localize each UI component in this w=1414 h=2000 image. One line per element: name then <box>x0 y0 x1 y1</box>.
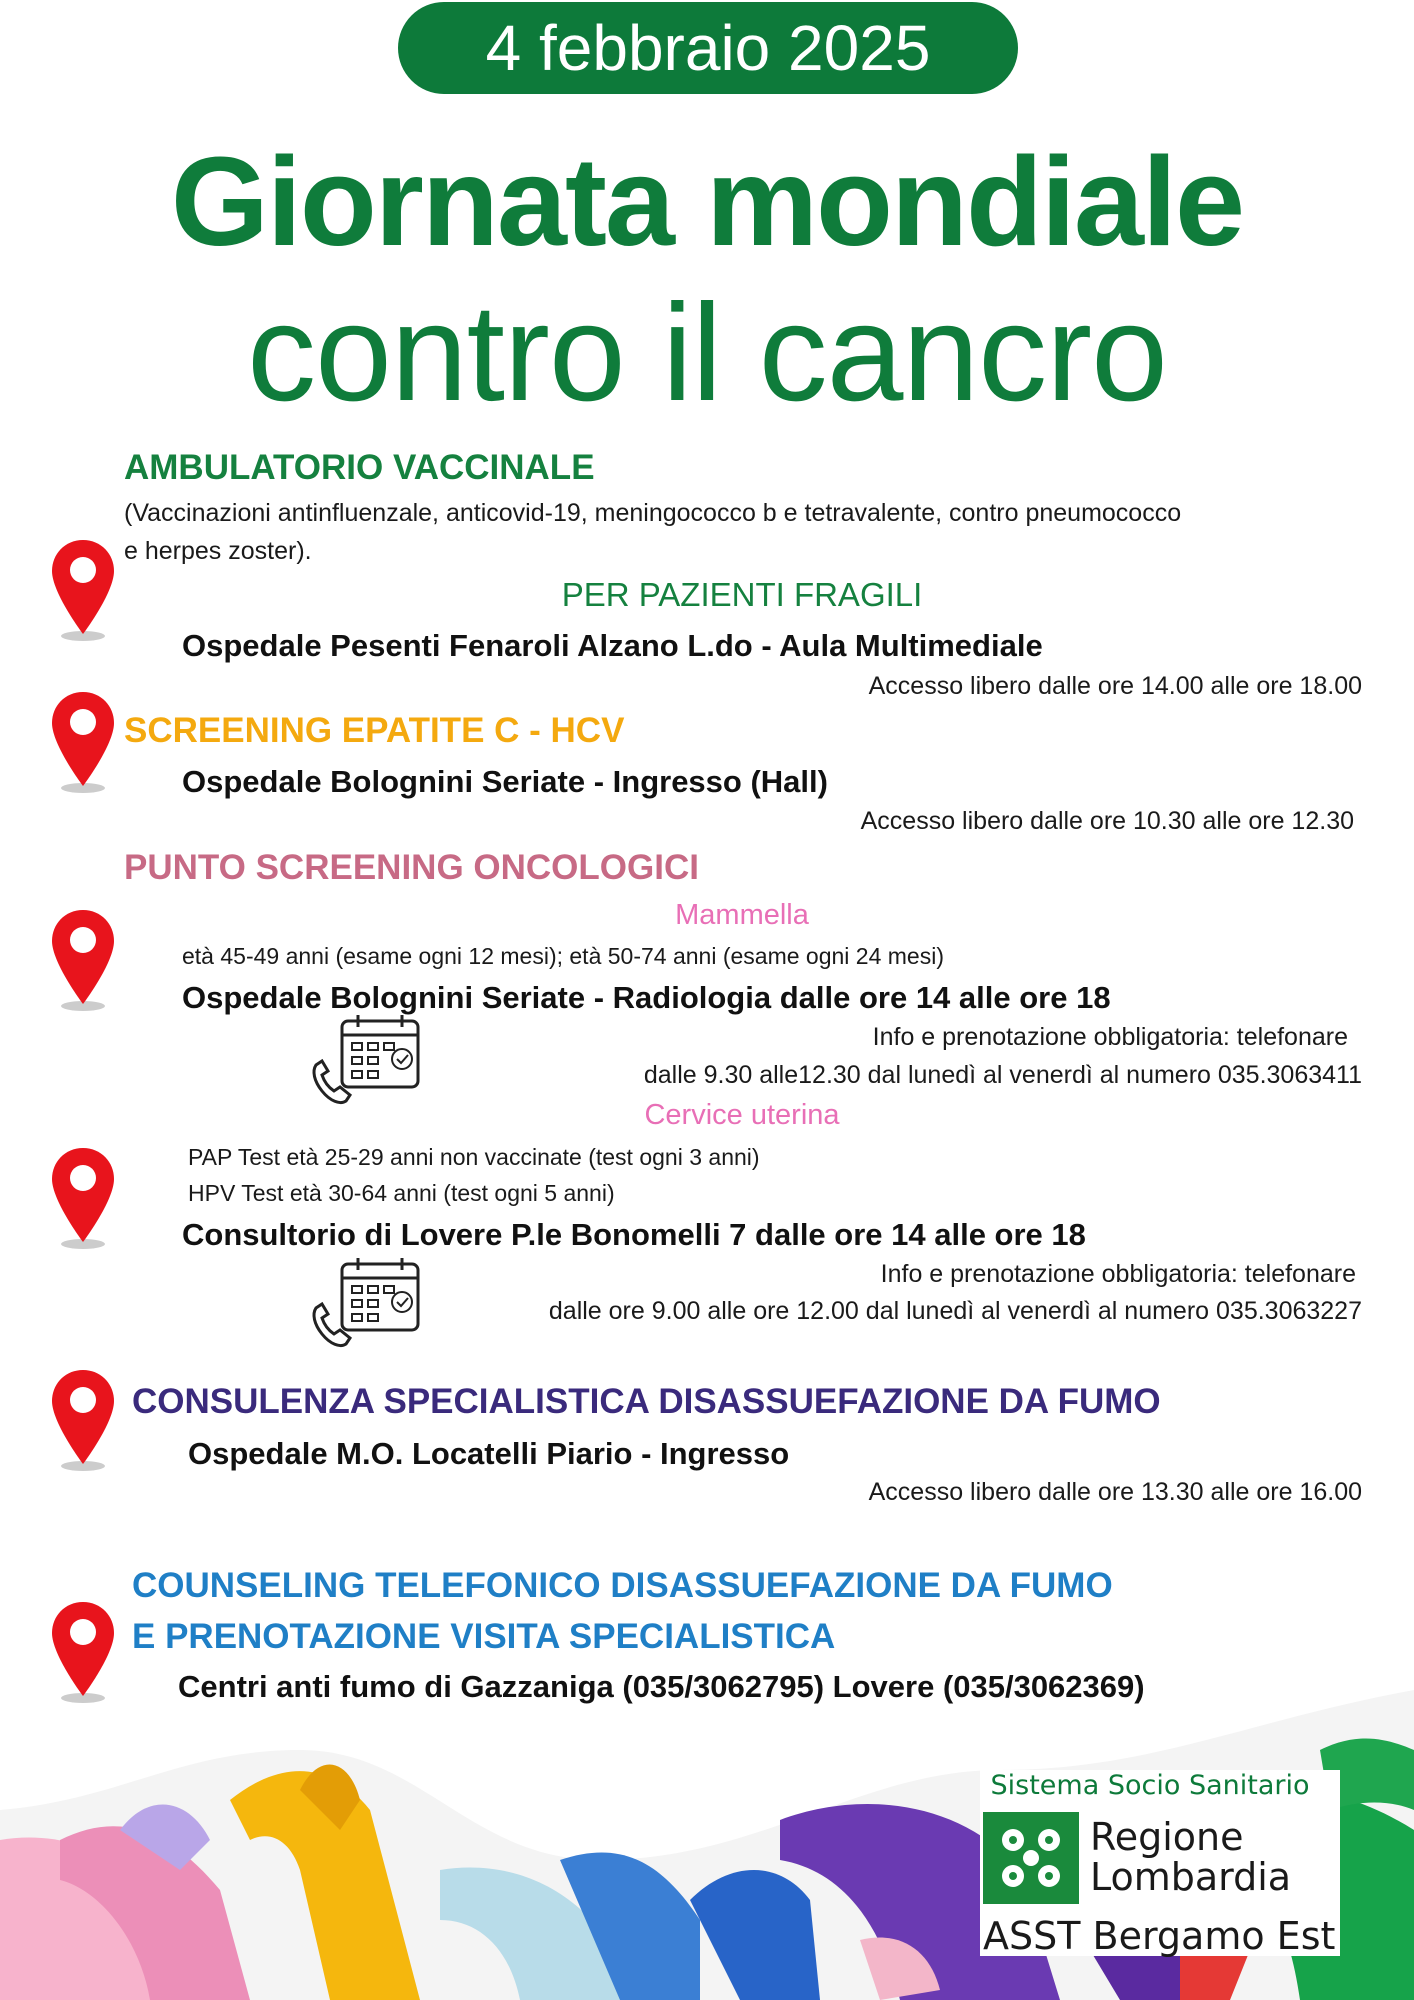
cervice-info-1: Info e prenotazione obbligatoria: telefonare <box>880 1260 1356 1288</box>
logo-system-text: Sistema Socio Sanitario <box>990 1770 1310 1801</box>
mammella-ages: età 45-49 anni (esame ogni 12 mesi); età 50-74 anni (esame ogni 24 mesi) <box>182 943 944 969</box>
date-badge: 4 febbraio 2025 <box>398 2 1018 94</box>
vaccinale-description-2: e herpes zoster). <box>124 537 312 565</box>
mammella-info-1: Info e prenotazione obbligatoria: telefonare <box>872 1023 1348 1051</box>
map-pin-icon <box>48 1146 118 1252</box>
mammella-subheading: Mammella <box>675 899 809 931</box>
calendar-phone-icon <box>310 1015 422 1107</box>
logo-asst: ASST Bergamo Est <box>983 1914 1336 1958</box>
map-pin-icon <box>48 1600 118 1706</box>
logo-region-line-1: Regione <box>1090 1815 1244 1859</box>
logo-region-line-2: Lombardia <box>1090 1855 1292 1899</box>
title-line-1: Giornata mondiale <box>170 131 1244 272</box>
hcv-place: Ospedale Bolognini Seriate - Ingresso (Hall) <box>182 764 828 799</box>
counseling-heading-1: COUNSELING TELEFONICO DISASSUEFAZIONE DA FUMO <box>132 1566 1113 1605</box>
vaccinale-place: Ospedale Pesenti Fenaroli Alzano L.do - Aula Multimediale <box>182 628 1043 663</box>
calendar-phone-icon <box>310 1258 422 1350</box>
cervice-hpv: HPV Test età 30-64 anni (test ogni 5 anni) <box>188 1180 615 1206</box>
regione-lombardia-logo-icon <box>983 1812 1079 1904</box>
vaccinale-subheading: PER PAZIENTI FRAGILI <box>561 576 923 613</box>
map-pin-icon <box>48 1368 118 1474</box>
cervice-place: Consultorio di Lovere P.le Bonomelli 7 dalle ore 14 alle ore 18 <box>182 1217 1086 1252</box>
vaccinale-access: Accesso libero dalle ore 14.00 alle ore 18.00 <box>868 672 1362 700</box>
fumo-place: Ospedale M.O. Locatelli Piario - Ingresso <box>188 1436 790 1471</box>
mammella-info-2: dalle 9.30 alle12.30 dal lunedì al venerdì al numero 035.3063411 <box>643 1061 1362 1089</box>
vaccinale-description-1: (Vaccinazioni antinfluenzale, anticovid-19, meningococco b e tetravalente, contro pneumococco <box>124 499 1182 527</box>
fumo-heading: CONSULENZA SPECIALISTICA DISASSUEFAZIONE DA FUMO <box>132 1382 1161 1421</box>
title-line-2: contro il cancro <box>247 276 1167 430</box>
map-pin-icon <box>48 690 118 796</box>
counseling-centers: Centri anti fumo di Gazzaniga (035/3062795) Lovere (035/3062369) <box>178 1669 1145 1704</box>
onco-heading: PUNTO SCREENING ONCOLOGICI <box>124 848 699 887</box>
hcv-access: Accesso libero dalle ore 10.30 alle ore 12.30 <box>860 807 1354 835</box>
cervice-info-2: dalle ore 9.00 alle ore 12.00 dal lunedì al venerdì al numero 035.3063227 <box>548 1297 1362 1325</box>
cervice-pap: PAP Test età 25-29 anni non vaccinate (test ogni 3 anni) <box>188 1144 760 1170</box>
counseling-heading-2: E PRENOTAZIONE VISITA SPECIALISTICA <box>132 1617 836 1656</box>
hcv-heading: SCREENING EPATITE C - HCV <box>124 711 625 750</box>
vaccinale-heading: AMBULATORIO VACCINALE <box>124 448 595 487</box>
mammella-place: Ospedale Bolognini Seriate - Radiologia dalle ore 14 alle ore 18 <box>182 980 1111 1015</box>
fumo-access: Accesso libero dalle ore 13.30 alle ore 16.00 <box>868 1478 1362 1506</box>
cervice-subheading: Cervice uterina <box>644 1099 840 1131</box>
